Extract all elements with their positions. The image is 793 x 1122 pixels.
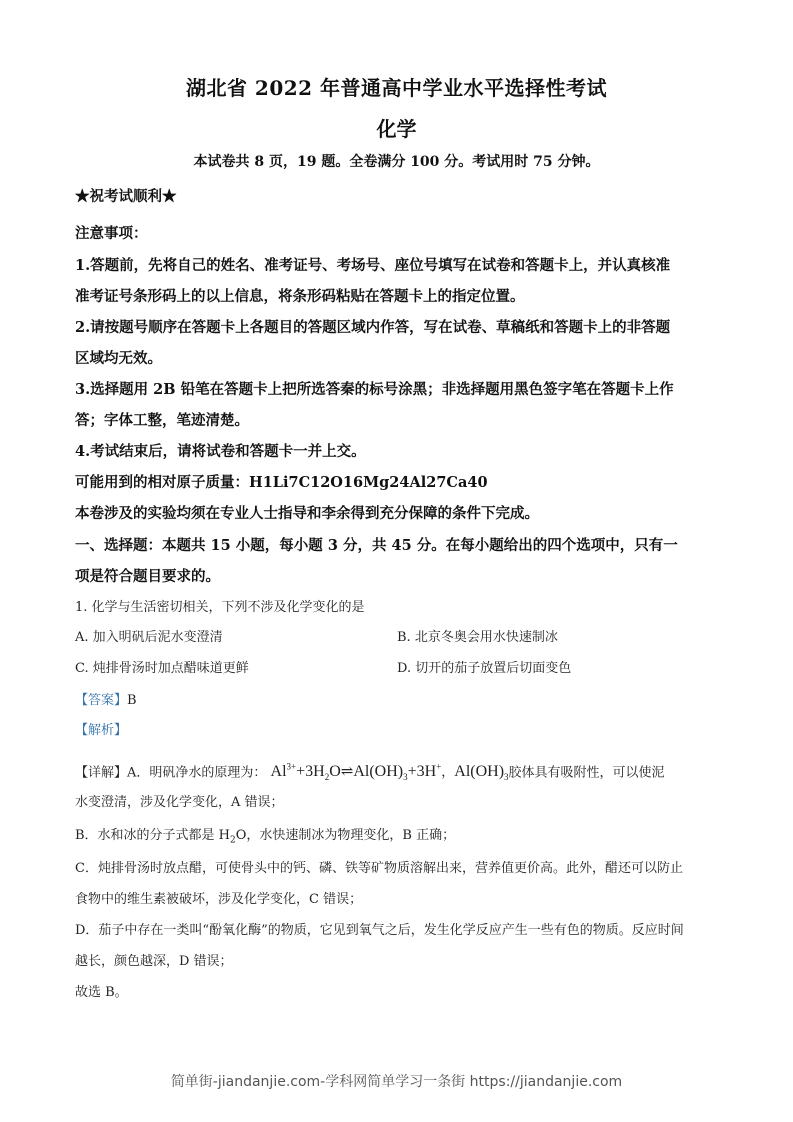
notice-item-1-line-2: 准考证号条形码上的以上信息，将条形码粘贴在答题卡上的指定位置。 xyxy=(75,288,525,305)
option-d-text: 切开的茄子放置后切面变色 xyxy=(415,661,572,676)
greeting: ★祝考试顺利★ xyxy=(75,188,177,205)
question-stem: 1. 化学与生活密切相关，下列不涉及化学变化的是 xyxy=(75,600,365,615)
option-a-text: 加入明矾后泥水变澄清 xyxy=(92,630,223,645)
option-c-text: 炖排骨汤时加点醋味道更鲜 xyxy=(92,661,249,676)
section-heading-line-1: 一、选择题：本题共 15 小题，每小题 3 分，共 45 分。在每小题给出的四个选项中，只有一 xyxy=(75,537,678,554)
detail-a-line-1 xyxy=(75,758,665,787)
option-b-label: B. xyxy=(397,630,411,645)
option-a-label: A. xyxy=(75,630,89,645)
option-b xyxy=(397,629,558,647)
exam-title: 湖北省 2022 年普通高中学业水平选择性考试 xyxy=(185,76,608,100)
notice-item-3-line-2: 答；字体工整，笔迹清楚。 xyxy=(75,412,249,429)
footer-watermark: 简单街-jiandanjie.com-学科网简单学习一条街 https://jiandanjie.com xyxy=(170,1074,623,1090)
detail-b-line: B．水和冰的分子式都是 $H_2O$，水快速制冰为物理变化，B 正确； xyxy=(75,828,456,846)
answer-tag: 【答案】 xyxy=(75,693,128,708)
equilibrium-arrow-icon: ⇌ xyxy=(340,764,354,781)
notice-item-4: 4.考试结束后，请将试卷和答题卡一并上交。 xyxy=(75,443,366,460)
detail-tag: 【详解】 xyxy=(75,765,128,781)
detail-conclusion: 故选 B。 xyxy=(75,985,128,1000)
answer-line xyxy=(75,692,137,710)
subject-title: 化学 xyxy=(376,117,417,141)
atomic-mass-line: 可能用到的相对原子质量：H1Li7C12O16Mg24Al27Ca40 xyxy=(75,474,488,491)
option-a xyxy=(75,629,223,647)
detail-a-line-2: 水变澄清，涉及化学变化，A 错误； xyxy=(75,795,284,810)
detail-c-line-1: C．炖排骨汤时放点醋，可使骨头中的钙、磷、铁等矿物质溶解出来，营养值更价高。此外，醋还可以防止 xyxy=(75,861,683,876)
notice-item-2-line-1: 2.请按题号顺序在答题卡上各题目的答题区域内作答，写在试卷、草稿纸和答题卡上的非答题 xyxy=(75,319,671,336)
section-heading-line-2: 项是符合题目要求的。 xyxy=(75,568,220,585)
option-c xyxy=(75,660,249,678)
analysis-tag: 【解析】 xyxy=(75,723,128,738)
option-d-label: D. xyxy=(397,661,412,676)
answer-value: B xyxy=(127,693,137,708)
exam-info: 本试卷共 8 页，19 题。全卷满分 100 分。考试用时 75 分钟。 xyxy=(193,154,600,170)
notice-item-1-line-1: 1.答题前，先将自己的姓名、准考证号、考场号、座位号填写在试卷和答题卡上，并认真核准 xyxy=(75,257,671,274)
notice-item-3-line-1: 3.选择题用 2B 铅笔在答题卡上把所选答秦的标号涂黑；非选择题用黑色签字笔在答题卡上作 xyxy=(75,381,674,398)
option-d xyxy=(397,660,571,678)
detail-d-line-1: D．茄子中存在一类叫“酚氧化酶”的物质，它见到氧气之后，发生化学反应产生一些有色的物质。反应时间 xyxy=(75,923,684,938)
chemical-equation: $Al^{3+}+3H_2O\rightleftharpoons Al(OH)_3+3H^+$，$Al(OH)_3$ xyxy=(270,762,509,783)
option-c-label: C. xyxy=(75,661,89,676)
option-b-text: 北京冬奥会用水快速制冰 xyxy=(414,630,558,645)
notice-heading: 注意事项： xyxy=(75,225,148,242)
detail-d-line-2: 越长，颜色越深，D 错误； xyxy=(75,954,233,969)
notice-item-2-line-2: 区域均无效。 xyxy=(75,350,162,367)
detail-a-suffix: 胶体具有吸附性，可以使泥 xyxy=(508,765,665,781)
detail-c-line-2: 食物中的维生素被破坏，涉及化学变化，C 错误； xyxy=(75,892,363,907)
detail-a-prefix: A．明矾净水的原理为： xyxy=(127,765,267,781)
analysis-line xyxy=(75,722,127,740)
safety-line: 本卷涉及的实验均须在专业人士指导和李余得到充分保障的条件下完成。 xyxy=(75,505,539,522)
